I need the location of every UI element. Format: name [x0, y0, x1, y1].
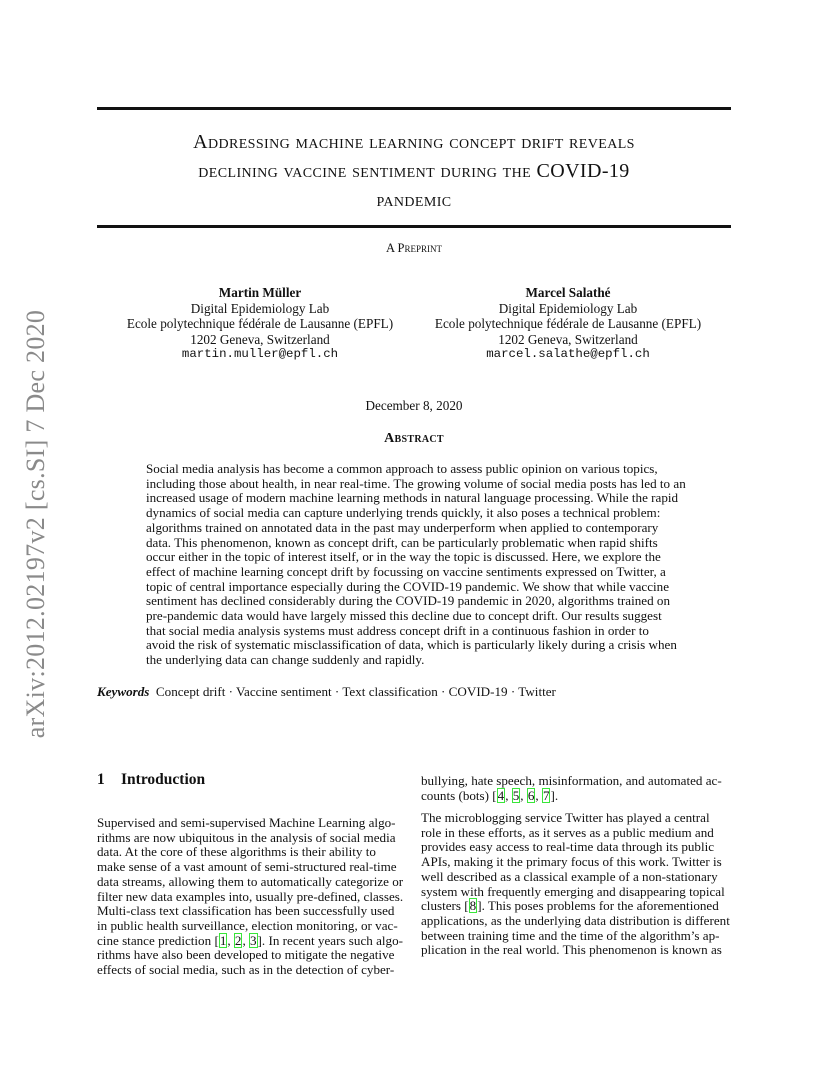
body-line: filter new data examples into, usually pre-defined, classes. — [97, 888, 404, 904]
body-line: plication in the real world. This phenomenon is known as — [421, 942, 722, 958]
body-line: role in these efforts, as it serves as a public medium and — [421, 824, 714, 840]
title-line-2: declining vaccine sentiment during the COVID-19 — [198, 160, 630, 182]
abstract-line: the underlying data can change suddenly and rapidly. — [146, 652, 425, 668]
body-line: rithms have also been developed to mitigate the negative — [97, 947, 395, 963]
citation-link[interactable]: 7 — [542, 787, 550, 803]
body-line: effects of social media, such as in the detection of cyber- — [97, 962, 395, 978]
author-name: Martin Müller — [218, 285, 302, 300]
section-number: 1 — [97, 771, 105, 788]
citation-link[interactable]: 4 — [497, 787, 505, 803]
abstract-line: data. This phenomenon, known as concept drift, can be particularly problematic when rapid shifts — [146, 534, 658, 550]
author-block-1 — [100, 285, 420, 363]
abstract-line: pre-pandemic data would have largely missed this decline due to concept drift. Our results suggest — [146, 608, 662, 624]
body-line: Multi-class text classification has been successfully used — [97, 903, 395, 919]
abstract-line: including those about health, in near real-time. The growing volume of social media posts has led to an — [146, 475, 686, 491]
keywords-list: Concept drift · Vaccine sentiment · Text classification · COVID-19 · Twitter — [155, 684, 556, 699]
publication-date: December 8, 2020 — [365, 398, 463, 413]
left-column — [97, 816, 409, 978]
body-line: Supervised and semi-supervised Machine Learning algo- — [97, 815, 396, 830]
abstract-line: occur either in the topic of interest itself, or in the way the topic is discussed. Here, we explore the — [146, 549, 661, 565]
abstract-line: sentiment has declined considerably during the COVID-19 pandemic in 2020, algorithms trained on — [146, 593, 670, 609]
author-address: 1202 Geneva, Switzerland — [190, 331, 330, 347]
abstract-heading: Abstract — [384, 431, 444, 446]
citation-link[interactable]: 8 — [469, 898, 477, 914]
citation-link[interactable]: 3 — [250, 932, 257, 948]
body-line: applications, as the underlying data distribution is different — [421, 912, 730, 928]
body-line: data. At the core of these algorithms is their ability to — [97, 844, 376, 860]
right-column-paragraph-2 — [421, 811, 733, 958]
abstract-body — [146, 462, 687, 668]
body-line: make sense of a vast amount of semi-structured real-time — [97, 859, 397, 875]
body-line: clusters [8]. This poses problems for the aforementioned — [421, 898, 719, 914]
body-line: cine stance prediction [1, 2, 3]. In recent years such algo- — [97, 932, 403, 948]
body-line: bullying, hate speech, misinformation, and automated ac- — [421, 773, 722, 788]
author-institution: Ecole polytechnique fédérale de Lausanne (EPFL) — [434, 316, 702, 331]
body-line: system with frequently emerging and disappearing topical — [421, 883, 725, 899]
author-lab: Digital Epidemiology Lab — [190, 300, 330, 316]
author-email[interactable]: martin.muller@epfl.ch — [181, 347, 339, 361]
keywords — [97, 684, 556, 700]
citation-link[interactable]: 1 — [219, 932, 227, 948]
section-heading — [97, 771, 205, 789]
abstract-line: avoid the risk of systematic misclassification of data, which is particularly likely during a crisis when — [146, 637, 677, 653]
author-email[interactable]: marcel.salathe@epfl.ch — [486, 347, 650, 361]
author-name: Marcel Salathé — [525, 285, 611, 300]
paper-title — [97, 128, 731, 215]
author-block-2 — [408, 285, 728, 363]
right-column-paragraph-1 — [421, 774, 733, 803]
abstract-line: Social media analysis has become a common approach to assess public opinion on various topics, — [146, 461, 658, 476]
body-line: provides easy access to real-time data through its public — [421, 839, 715, 855]
author-lab: Digital Epidemiology Lab — [498, 300, 638, 316]
abstract-line: topic of central importance especially during the COVID-19 pandemic. We show that while vaccine — [146, 578, 670, 594]
body-line: in public health surveillance, election monitoring, or vac- — [97, 917, 398, 933]
abstract-line: that social media analysis systems must address concept drift in a continuous fashion in order to — [146, 622, 649, 638]
title-line-1: Addressing machine learning concept drift reveals — [193, 131, 635, 153]
section-title: Introduction — [121, 771, 206, 788]
title-rule-top — [97, 107, 731, 110]
citation-link[interactable]: 2 — [234, 932, 242, 948]
author-institution: Ecole polytechnique fédérale de Lausanne (EPFL) — [126, 316, 394, 331]
body-line: well described as a classical example of a non-stationary — [421, 868, 718, 884]
abstract-line: effect of machine learning concept drift by focussing on vaccine sentiments expressed on Twitter, a — [146, 563, 666, 579]
author-address: 1202 Geneva, Switzerland — [498, 331, 638, 347]
citation-link[interactable]: 6 — [527, 787, 535, 803]
body-line: The microblogging service Twitter has played a central — [421, 810, 710, 825]
body-line: between training time and the time of the algorithm’s ap- — [421, 927, 720, 943]
body-line: rithms are now ubiquitous in the analysis of social media — [97, 829, 396, 845]
title-line-3: pandemic — [376, 189, 452, 211]
preprint-label: A Preprint — [386, 241, 442, 255]
keywords-label: Keywords — [97, 684, 150, 699]
arxiv-identifier: arXiv:2012.02197v2 [cs.SI] 7 Dec 2020 — [21, 309, 50, 739]
body-line: APIs, making it the primary focus of this work. Twitter is — [421, 854, 722, 870]
body-line: data streams, allowing them to automatically categorize or — [97, 873, 404, 889]
citation-link[interactable]: 5 — [512, 787, 520, 803]
abstract-line: increased usage of modern machine learning methods in natural language processing. While the rapid — [146, 490, 679, 506]
abstract-line: dynamics of social media can capture underlying trends quickly, it also poses a technical problem: — [146, 505, 661, 521]
body-line: counts (bots) [4, 5, 6, 7]. — [421, 787, 559, 803]
abstract-line: algorithms trained on annotated data in the past may underperform when applied to contemporary — [146, 519, 659, 535]
title-rule-bottom — [97, 225, 731, 228]
